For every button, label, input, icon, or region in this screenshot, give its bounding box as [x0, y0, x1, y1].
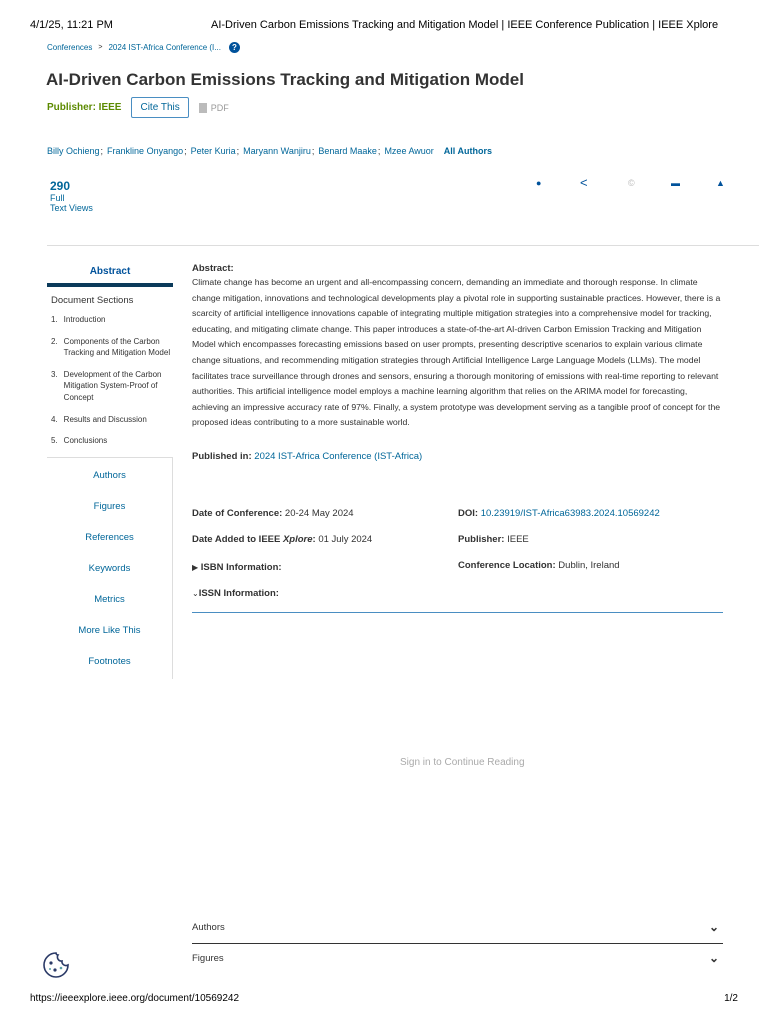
print-page-number: 1/2	[724, 993, 738, 1004]
print-url: https://ieeexplore.ieee.org/document/10569242	[30, 993, 240, 1004]
print-datetime: 4/1/25, 11:21 PM	[30, 19, 113, 31]
sidebar-link-figures[interactable]: Figures	[93, 500, 126, 512]
publisher-row	[47, 97, 229, 118]
date-added: Date Added to IEEE Xplore: 01 July 2024	[192, 534, 373, 545]
full-text-views-count: 290	[50, 179, 71, 193]
date-of-conference: Date of Conference: 20-24 May 2024	[192, 508, 354, 519]
accordion-authors[interactable]: Authors ⌄	[192, 920, 719, 934]
author-link[interactable]: Peter Kuria	[190, 146, 236, 156]
published-in-label: Published in:	[192, 450, 252, 462]
section-item[interactable]: 5. Conclusions	[51, 436, 108, 446]
sidebar-link-footnotes[interactable]: Footnotes	[88, 655, 131, 667]
author-link[interactable]: Billy Ochieng	[47, 146, 100, 156]
sidebar-link-keywords[interactable]: Keywords	[88, 562, 131, 574]
sidebar-links	[47, 457, 173, 679]
issn-information[interactable]: ⌄ISSN Information:	[192, 588, 279, 599]
cookie-preferences-icon[interactable]	[42, 951, 70, 979]
section-item[interactable]: 3. Development of the Carbon Mitigation System-Proof of Concept	[51, 369, 162, 402]
document-sections-heading: Document Sections	[51, 295, 134, 306]
sidebar-link-authors[interactable]: Authors	[93, 469, 126, 481]
abstract-text: Climate change has become an urgent and all-encompassing concern, demanding an immediate and thorough response. In climate change mitigation, innovations and technological developments play a pivotal role in supporting sustainable practices. However, there is a scarcity of artificial intelligence innovations capable of integrating multiple mitigation strategies into a comprehensive model for tracking, educating, and mitigating climate change. This paper introduces a state-of-the-art AI-driven Carbon Emission Tracking and Mitigation Model which encompasses forecasting emissions based on user prompts, presenting descriptive scenarios to explain various climate change situations, and recommending mitigation strategies through Artificial Intelligence Large Language Models (LLMs). The model facilitates trace surveillance through drones and sensors, ensuring a thorough monitoring of emissions with real-time reporting to relevant authorities. This artificial intelligence model employs a machine learning algorithm that relies on the ARIMA model for forecasting, achieving an impressive accuracy rate of 97%. Finally, a system prototype was development serving as a tangible proof of concept for the proposed ideas contributing to a more sustainable world.	[192, 277, 721, 428]
section-list	[47, 314, 173, 447]
conference-location: Conference Location: Dublin, Ireland	[458, 560, 620, 571]
chevron-down-icon: ⌄	[708, 920, 719, 934]
pdf-link[interactable]	[199, 103, 229, 113]
abstract-section	[192, 263, 723, 462]
author-link[interactable]: Maryann Wanjiru	[243, 146, 311, 156]
sidebar	[47, 258, 173, 679]
author-link[interactable]: Benard Maake	[318, 146, 377, 156]
section-item[interactable]: 2. Components of the Carbon Tracking and Mitigation Model	[51, 336, 171, 358]
folder-icon[interactable]: ▬	[671, 178, 680, 188]
abstract-heading: Abstract:	[192, 263, 234, 274]
action-icons	[530, 175, 730, 192]
cite-this-button[interactable]: Cite This	[131, 97, 188, 118]
full-text-views-label-1: Full	[50, 193, 65, 203]
sign-in-to-continue[interactable]: Sign in to Continue Reading	[400, 757, 525, 768]
metadata-divider	[192, 612, 723, 613]
breadcrumb-conference[interactable]: 2024 IST-Africa Conference (I...	[108, 43, 221, 52]
publisher: Publisher: IEEE	[458, 534, 529, 545]
sidebar-link-references[interactable]: References	[85, 531, 134, 543]
pdf-label: PDF	[210, 102, 229, 113]
doi: DOI: 10.23919/IST-Africa63983.2024.10569242	[458, 508, 660, 519]
section-item[interactable]: 1. Introduction	[51, 315, 106, 324]
accordion-divider	[192, 943, 723, 944]
doi-link[interactable]: 10.23919/IST-Africa63983.2024.10569242	[480, 508, 660, 519]
help-icon[interactable]: ?	[229, 42, 240, 53]
isbn-information[interactable]: ▶ ISBN Information:	[192, 562, 282, 573]
all-authors-link[interactable]: All Authors	[443, 146, 492, 156]
metrics-block[interactable]	[50, 179, 93, 213]
alert-icon[interactable]: ●	[536, 178, 542, 188]
author-link[interactable]: Mzee Awuor	[384, 146, 434, 156]
sidebar-link-metrics[interactable]: Metrics	[94, 593, 125, 605]
share-icon[interactable]: <	[580, 175, 588, 190]
bell-icon[interactable]: ▲	[716, 178, 725, 188]
author-list: Billy Ochieng ; Frankline Onyango ; Peter Kuria ; Maryann Wanjiru ; Benard Maake ; Mzee Awuor All Authors	[47, 146, 492, 156]
full-text-views-label-2: Text Views	[50, 203, 93, 213]
author-link[interactable]: Frankline Onyango	[107, 146, 184, 156]
published-in-link[interactable]: 2024 IST-Africa Conference (IST-Africa)	[254, 450, 423, 462]
sidebar-link-more-like-this[interactable]: More Like This	[78, 624, 141, 636]
tab-abstract[interactable]: Abstract	[47, 258, 173, 287]
accordion-figures[interactable]: Figures ⌄	[192, 951, 719, 965]
section-item[interactable]: 4. Results and Discussion	[51, 414, 147, 424]
publisher-label: Publisher: IEEE	[47, 102, 122, 113]
pdf-icon	[199, 103, 207, 113]
breadcrumb-separator: >	[98, 44, 103, 51]
breadcrumb-conferences[interactable]: Conferences	[47, 43, 93, 52]
copyright-icon[interactable]: ©	[628, 178, 635, 188]
print-page-title: AI-Driven Carbon Emissions Tracking and Mitigation Model | IEEE Conference Publication | IEEE Xplore	[211, 19, 719, 31]
page-title: AI-Driven Carbon Emissions Tracking and Mitigation Model	[46, 70, 524, 89]
breadcrumb	[47, 42, 240, 53]
divider	[47, 245, 759, 246]
chevron-down-icon: ⌄	[708, 951, 719, 965]
published-in	[192, 451, 723, 462]
